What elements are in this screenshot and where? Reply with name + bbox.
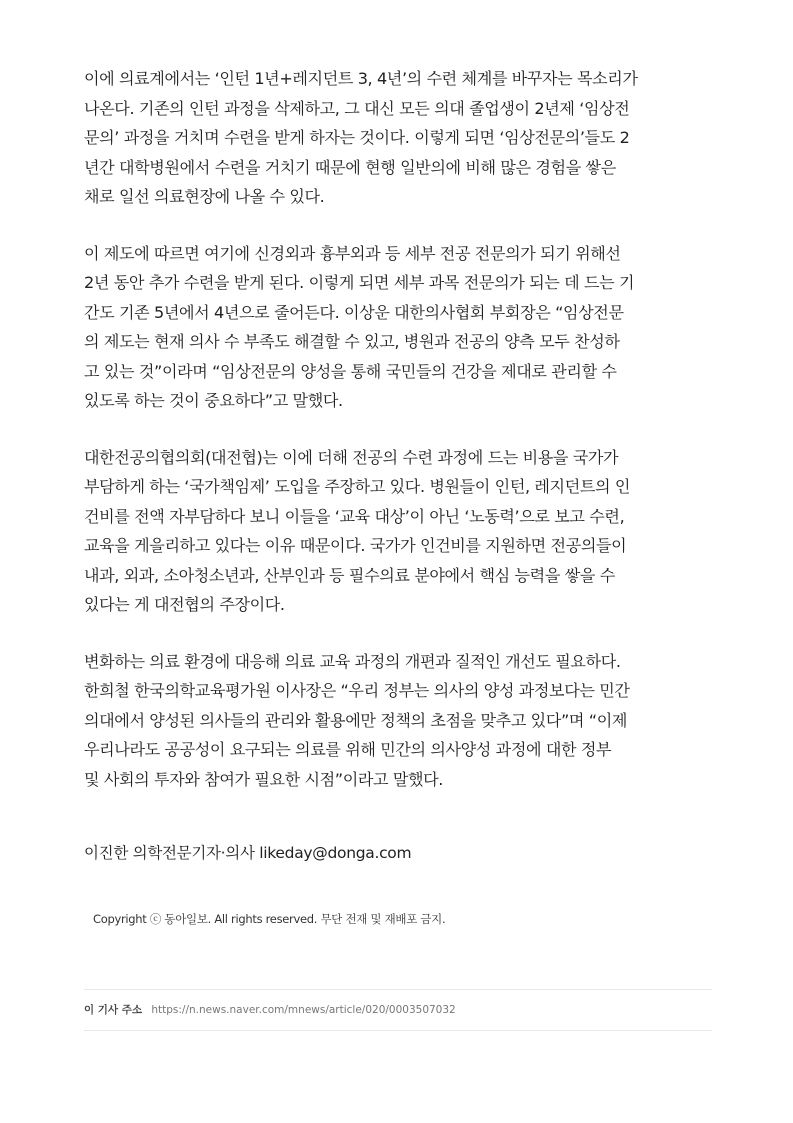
text-line: 대한전공의협의회(대전협)는 이에 더해 전공의 수련 과정에 드는 비용을 국가가 — [84, 447, 619, 467]
text-line: 우리나라도 공공성이 요구되는 의료를 위해 민간의 의사양성 과정에 대한 정부 — [84, 740, 612, 759]
text-line: 채로 일선 의료현장에 나올 수 있다. — [84, 187, 325, 206]
article-paragraph-2 — [84, 239, 724, 416]
text-line: 나온다. 기존의 인턴 과정을 삭제하고, 그 대신 모든 의대 졸업생이 2년제 ‘임상전 — [84, 98, 630, 118]
article-url-label: 이 기사 주소 — [84, 1004, 143, 1016]
text-line: 이에 의료계에서는 ‘인턴 1년+레지던트 3, 4년’의 수련 체계를 바꾸자는 목소리가 — [84, 69, 638, 88]
text-line: 부담하게 하는 ‘국가책임제’ 도입을 주장하고 있다. 병원들이 인턴, 레지던트의 인 — [84, 477, 630, 496]
text-line: 이 제도에 따르면 여기에 신경외과 흉부외과 등 세부 전공 전문의가 되기 위해선 — [84, 243, 621, 263]
text-line: 2년 동안 추가 수련을 받게 된다. 이렇게 되면 세부 과목 전문의가 되는 데 드는 기 — [84, 273, 635, 292]
article-paragraph-4 — [84, 647, 724, 795]
divider — [84, 989, 712, 990]
article-body — [84, 64, 724, 821]
text-line: 고 있는 것”이라며 “임상전문의 양성을 통해 국민들의 건강을 제대로 관리할 수 — [84, 361, 617, 381]
article-url-row — [84, 1002, 456, 1017]
text-line: 건비를 전액 자부담하다 보니 이들을 ‘교육 대상’이 아닌 ‘노동력’으로 보고 수련, — [84, 506, 625, 526]
text-line: 문의’ 과정을 거치며 수련을 받게 하자는 것이다. 이렇게 되면 ‘임상전문의’들도 2 — [84, 128, 630, 147]
divider — [84, 1030, 712, 1031]
text-line: 있도록 하는 것이 중요하다”고 말했다. — [84, 391, 343, 410]
text-line: 및 사회의 투자와 참여가 필요한 시점”이라고 말했다. — [84, 769, 444, 789]
text-line: 교육을 게을리하고 있다는 이유 때문이다. 국가가 인건비를 지원하면 전공의들이 — [84, 536, 627, 555]
text-line: 간도 기존 5년에서 4년으로 줄어든다. 이상운 대한의사협회 부회장은 “임상전문 — [84, 302, 624, 322]
text-line: 의 제도는 현재 의사 수 부족도 해결할 수 있고, 병원과 전공의 양측 모두 찬성하 — [84, 332, 620, 351]
text-line: 내과, 외과, 소아청소년과, 산부인과 등 필수의료 분야에서 핵심 능력을 쌓을 수 — [84, 565, 615, 585]
article-url-link[interactable]: https://n.news.naver.com/mnews/article/020/0003507032 — [151, 1004, 456, 1016]
text-line: 한희철 한국의학교육평가원 이사장은 “우리 정부는 의사의 양성 과정보다는 민간 — [84, 681, 630, 700]
byline: 이진한 의학전문기자·의사 likeday@donga.com — [84, 844, 412, 862]
article-paragraph-3 — [84, 443, 724, 620]
text-line: 년간 대학병원에서 수련을 거치기 때문에 현행 일반의에 비해 많은 경험을 쌓은 — [84, 157, 616, 177]
text-line: 있다는 게 대전협의 주장이다. — [84, 595, 285, 614]
text-line: 의대에서 양성된 의사들의 관리와 활용에만 정책의 초점을 맞추고 있다”며 “이제 — [84, 710, 628, 730]
article-paragraph-1 — [84, 64, 724, 212]
copyright-notice: Copyright ⓒ 동아일보. All rights reserved. 무단 전재 및 재배포 금지. — [93, 912, 446, 926]
text-line: 변화하는 의료 환경에 대응해 의료 교육 과정의 개편과 질적인 개선도 필요하다. — [84, 651, 621, 671]
